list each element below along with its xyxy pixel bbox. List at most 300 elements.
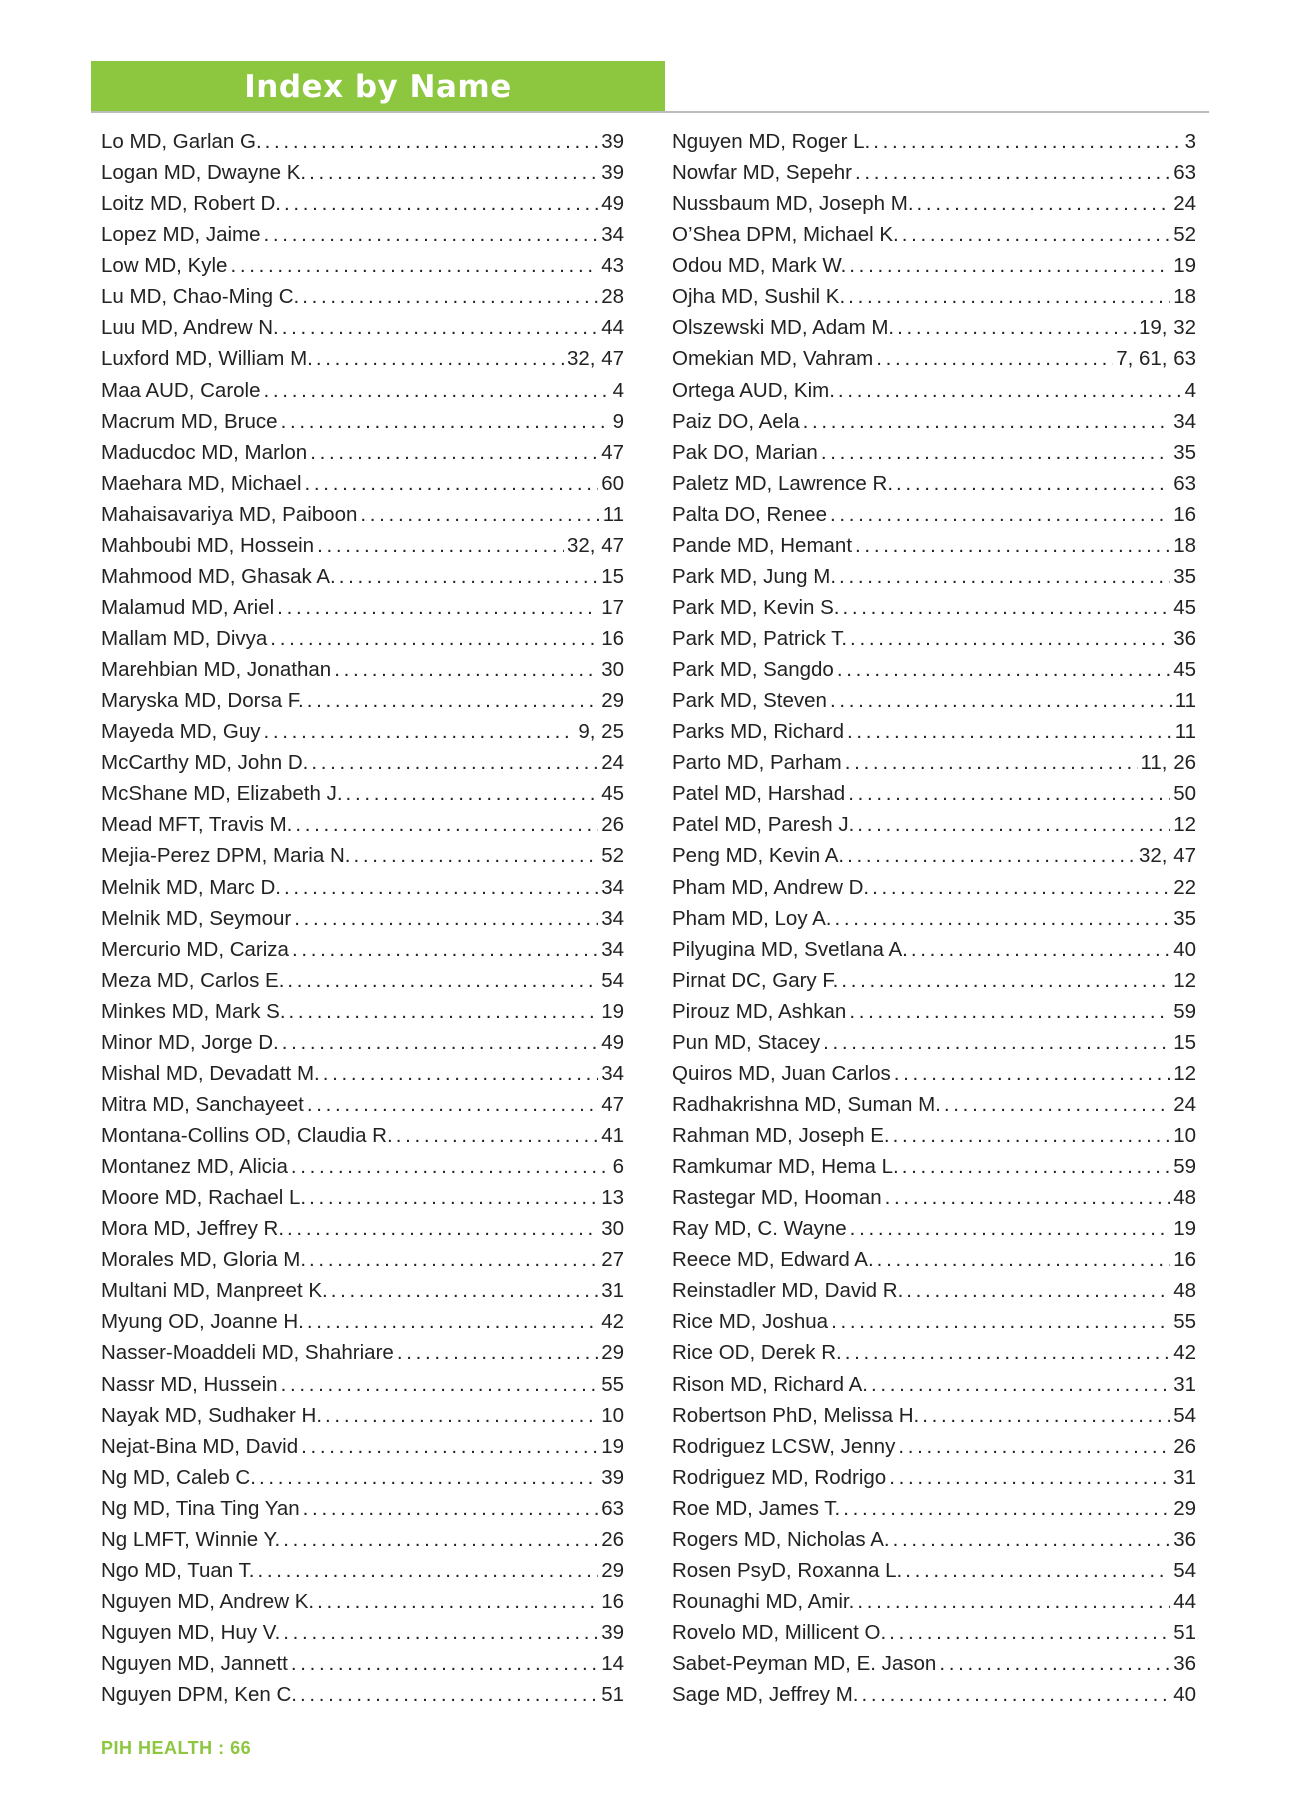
entry-pages: 59: [1173, 999, 1196, 1023]
index-entry: [101, 1027, 624, 1058]
dot-leader: [823, 1027, 1170, 1058]
entry-name: Lo MD, Garlan G.: [101, 130, 262, 153]
index-entry: [672, 1275, 1196, 1306]
entry-pages: 30: [601, 1217, 624, 1241]
index-entry: [101, 1679, 624, 1710]
entry-pages: 12: [1173, 1061, 1196, 1085]
index-entry: [101, 1120, 624, 1151]
entry-pages: 47: [601, 440, 624, 464]
index-entry: [672, 1027, 1196, 1058]
index-entry: [672, 778, 1196, 809]
index-entry: [101, 1244, 624, 1275]
index-entry: [101, 685, 624, 716]
dot-leader: [309, 157, 598, 188]
dot-leader: [831, 1306, 1170, 1337]
entry-name: Olszewski MD, Adam M.: [672, 316, 895, 340]
entry-name: Patel MD, Paresh J.: [672, 813, 855, 837]
index-entry: [101, 965, 624, 996]
entry-name: Rahman MD, Joseph E.: [672, 1124, 890, 1147]
index-entry: [101, 747, 624, 778]
entry-pages: 59: [1173, 1155, 1196, 1179]
entry-name: Ramkumar MD, Hema L.: [672, 1155, 899, 1179]
entry-pages: 11: [1174, 689, 1196, 713]
dot-leader: [877, 1244, 1171, 1275]
dot-leader: [855, 157, 1170, 188]
entry-name: Montana-Collins OD, Claudia R.: [101, 1124, 393, 1147]
dot-leader: [849, 996, 1170, 1027]
index-entry: [101, 1058, 624, 1089]
entry-name: Loitz MD, Robert D.: [101, 192, 281, 216]
entry-pages: 34: [601, 906, 624, 930]
entry-pages: 26: [601, 813, 624, 837]
index-entry: [101, 1431, 624, 1462]
entry-name: Nguyen MD, Huy V.: [101, 1621, 281, 1644]
dot-leader: [939, 1648, 1170, 1679]
entry-name: Rastegar MD, Hooman: [672, 1186, 882, 1210]
entry-pages: 36: [1173, 1527, 1196, 1551]
entry-pages: 43: [601, 254, 624, 278]
dot-leader: [842, 592, 1170, 623]
index-entry: [672, 375, 1196, 406]
index-entry: [672, 1586, 1196, 1617]
entry-pages: 39: [601, 1621, 624, 1644]
entry-pages: 34: [601, 1061, 624, 1085]
index-entry: [101, 157, 624, 188]
entry-pages: 11, 26: [1140, 751, 1196, 775]
entry-pages: 19: [601, 1434, 624, 1458]
entry-name: Roe MD, James T.: [672, 1496, 841, 1520]
entry-name: Nguyen MD, Roger L.: [672, 130, 871, 153]
entry-pages: 29: [601, 1558, 624, 1582]
entry-pages: 51: [601, 1683, 624, 1707]
entry-name: Mahmood MD, Ghasak A.: [101, 564, 336, 588]
entry-pages: 34: [601, 223, 624, 247]
entry-name: Paiz DO, Aela: [672, 409, 800, 433]
index-entry: [101, 499, 624, 530]
index-entry: [672, 1524, 1196, 1555]
entry-name: Ojha MD, Sushil K.: [672, 285, 846, 309]
dot-leader: [917, 188, 1171, 219]
dot-leader: [821, 437, 1170, 468]
dot-leader: [898, 1431, 1170, 1462]
index-entry: [672, 1058, 1196, 1089]
index-entry: [672, 716, 1196, 747]
entry-pages: 35: [1173, 906, 1196, 930]
dot-leader: [305, 468, 599, 499]
entry-pages: 17: [601, 595, 624, 619]
index-entry: [672, 1213, 1196, 1244]
entry-pages: 4: [1184, 378, 1196, 402]
dot-leader: [265, 126, 599, 157]
entry-pages: 10: [1173, 1124, 1196, 1147]
dot-leader: [287, 1213, 598, 1244]
dot-leader: [307, 1306, 598, 1337]
entry-name: Ng LMFT, Winnie Y.: [101, 1527, 281, 1551]
entry-pages: 51: [1173, 1621, 1196, 1644]
entry-pages: 16: [601, 627, 624, 650]
entry-pages: 54: [1173, 1558, 1196, 1582]
entry-pages: 52: [1173, 223, 1196, 247]
entry-name: Montanez MD, Alicia: [101, 1155, 288, 1179]
index-entry: [672, 188, 1196, 219]
index-entry: [101, 778, 624, 809]
index-entry: [672, 343, 1196, 374]
entry-pages: 11: [602, 502, 624, 526]
entry-name: Reece MD, Edward A.: [672, 1248, 874, 1272]
entry-pages: 19: [601, 999, 624, 1023]
entry-name: Maehara MD, Michael: [101, 471, 302, 495]
entry-name: Palta DO, Renee: [672, 502, 827, 526]
dot-leader: [845, 747, 1138, 778]
entry-pages: 44: [1173, 1589, 1196, 1613]
index-entry: [672, 281, 1196, 312]
dot-leader: [944, 1089, 1170, 1120]
entry-name: Ngo MD, Tuan T.: [101, 1558, 255, 1582]
entry-pages: 31: [1173, 1465, 1196, 1489]
dot-leader: [843, 1493, 1170, 1524]
entry-name: Melnik MD, Seymour: [101, 906, 292, 930]
entry-pages: 4: [612, 378, 624, 402]
entry-name: Parks MD, Richard: [672, 720, 845, 744]
index-entry: [101, 406, 624, 437]
dot-leader: [292, 934, 598, 965]
index-entry: [672, 1182, 1196, 1213]
entry-pages: 19: [1173, 254, 1196, 278]
entry-pages: 22: [1173, 875, 1196, 899]
entry-pages: 31: [601, 1279, 624, 1303]
index-entry: [101, 1617, 624, 1648]
dot-leader: [876, 343, 1113, 374]
index-entry: [101, 1524, 624, 1555]
dot-leader: [397, 1337, 598, 1368]
entry-name: Morales MD, Gloria M.: [101, 1248, 307, 1272]
entry-pages: 13: [601, 1186, 624, 1210]
index-entry: [101, 1337, 624, 1368]
dot-leader: [885, 1182, 1171, 1213]
index-entry: [101, 312, 624, 343]
dot-leader: [281, 406, 610, 437]
entry-pages: 35: [1173, 564, 1196, 588]
header-divider: [91, 111, 1209, 113]
dot-leader: [889, 1617, 1170, 1648]
dot-leader: [339, 561, 598, 592]
entry-name: Pham MD, Loy A.: [672, 906, 832, 930]
entry-pages: 34: [601, 875, 624, 899]
dot-leader: [839, 561, 1170, 592]
entry-pages: 7, 61, 63: [1116, 347, 1196, 371]
dot-leader: [849, 250, 1170, 281]
entry-pages: 26: [1173, 1434, 1196, 1458]
entry-pages: 19: [1173, 1217, 1196, 1241]
dot-leader: [277, 592, 598, 623]
dot-leader: [872, 872, 1170, 903]
entry-name: Mead MFT, Travis M.: [101, 813, 293, 837]
dot-leader: [396, 1120, 599, 1151]
dot-leader: [295, 809, 598, 840]
entry-pages: 18: [1173, 285, 1196, 309]
index-entry: [672, 840, 1196, 871]
index-entry: [101, 437, 624, 468]
index-entry: [101, 1275, 624, 1306]
entry-name: Multani MD, Manpreet K.: [101, 1279, 328, 1303]
index-entry: [101, 375, 624, 406]
index-entry: [101, 1493, 624, 1524]
entry-pages: 12: [1173, 968, 1196, 992]
entry-name: Reinstadler MD, David R.: [672, 1279, 904, 1303]
entry-pages: 44: [601, 316, 624, 340]
entry-name: Park MD, Steven: [672, 689, 827, 713]
dot-leader: [922, 1400, 1170, 1431]
entry-pages: 24: [1173, 1092, 1196, 1116]
dot-leader: [259, 1462, 598, 1493]
entry-pages: 36: [1173, 1652, 1196, 1676]
index-entry: [101, 1555, 624, 1586]
dot-leader: [889, 1462, 1170, 1493]
dot-leader: [257, 1555, 598, 1586]
entry-name: Park MD, Jung M.: [672, 564, 837, 588]
entry-name: Omekian MD, Vahram: [672, 347, 874, 371]
entry-name: Myung OD, Joanne H.: [101, 1310, 304, 1334]
entry-pages: 27: [601, 1248, 624, 1272]
entry-pages: 9, 25: [578, 720, 624, 744]
dot-leader: [284, 188, 598, 219]
dot-leader: [902, 1151, 1171, 1182]
dot-leader: [848, 778, 1170, 809]
dot-leader: [360, 499, 599, 530]
dot-leader: [346, 778, 599, 809]
entry-name: McCarthy MD, John D.: [101, 751, 309, 775]
entry-name: Ng MD, Tina Ting Yan: [101, 1496, 300, 1520]
index-entry: [101, 654, 624, 685]
index-entry: [101, 1400, 624, 1431]
dot-leader: [291, 1648, 598, 1679]
index-entry: [672, 1337, 1196, 1368]
entry-name: Luu MD, Andrew N.: [101, 316, 279, 340]
entry-pages: 45: [601, 782, 624, 806]
entry-name: Park MD, Kevin S.: [672, 595, 840, 619]
dot-leader: [911, 934, 1170, 965]
entry-name: Robertson PhD, Melissa H.: [672, 1403, 920, 1427]
entry-name: Peng MD, Kevin A.: [672, 844, 845, 868]
dot-leader: [264, 375, 610, 406]
entry-pages: 41: [601, 1124, 624, 1147]
index-entry: [672, 1306, 1196, 1337]
entry-name: Marehbian MD, Jonathan: [101, 658, 332, 682]
entry-pages: 15: [1173, 1030, 1196, 1054]
entry-name: Pak DO, Marian: [672, 440, 818, 464]
entry-pages: 16: [601, 1589, 624, 1613]
entry-name: Quiros MD, Juan Carlos: [672, 1061, 891, 1085]
entry-name: O’Shea DPM, Michael K.: [672, 223, 899, 247]
page-footer: PIH HEALTH : 66: [101, 1738, 252, 1758]
entry-name: Rice OD, Derek R.: [672, 1341, 842, 1365]
entry-name: Radhakrishna MD, Suman M.: [672, 1092, 941, 1116]
entry-pages: 29: [1173, 1496, 1196, 1520]
entry-name: Ng MD, Caleb C.: [101, 1465, 256, 1489]
entry-name: Nguyen MD, Andrew K.: [101, 1589, 315, 1613]
index-entry: [672, 1151, 1196, 1182]
entry-pages: 63: [1173, 471, 1196, 495]
entry-pages: 55: [1173, 1310, 1196, 1334]
index-entry: [672, 561, 1196, 592]
entry-name: Mishal MD, Devadatt M.: [101, 1061, 320, 1085]
dot-leader: [857, 809, 1170, 840]
entry-name: Nayak MD, Sudhaker H.: [101, 1403, 323, 1427]
index-entry: [672, 437, 1196, 468]
dot-leader: [283, 1524, 598, 1555]
index-entry: [672, 1555, 1196, 1586]
index-entry: [672, 1089, 1196, 1120]
entry-pages: 39: [601, 1465, 624, 1489]
entry-name: Malamud MD, Ariel: [101, 595, 275, 619]
entry-name: Maducdoc MD, Marlon: [101, 440, 308, 464]
dot-leader: [893, 1120, 1171, 1151]
entry-name: Patel MD, Harshad: [672, 782, 846, 806]
index-entry: [101, 1369, 624, 1400]
entry-pages: 28: [601, 285, 624, 309]
dot-leader: [325, 1400, 598, 1431]
entry-name: Logan MD, Dwayne K.: [101, 161, 307, 185]
index-entry: [101, 1462, 624, 1493]
entry-pages: 19, 32: [1139, 316, 1196, 340]
dot-leader: [873, 126, 1181, 157]
dot-leader: [847, 840, 1136, 871]
dot-leader: [861, 1679, 1170, 1710]
entry-pages: 32, 47: [1139, 844, 1196, 868]
index-entry: [672, 965, 1196, 996]
entry-name: Pilyugina MD, Svetlana A.: [672, 937, 908, 961]
index-entry: [672, 1120, 1196, 1151]
index-entry: [101, 809, 624, 840]
entry-name: Macrum MD, Bruce: [101, 409, 278, 433]
dot-leader: [871, 1369, 1170, 1400]
dot-leader: [309, 1244, 598, 1275]
dot-leader: [850, 623, 1170, 654]
dot-leader: [850, 1213, 1171, 1244]
entry-pages: 35: [1173, 440, 1196, 464]
entry-name: Minkes MD, Mark S.: [101, 999, 286, 1023]
index-entry: [672, 623, 1196, 654]
dot-leader: [307, 685, 598, 716]
index-entry: [101, 1151, 624, 1182]
dot-leader: [896, 468, 1170, 499]
index-entry: [672, 1617, 1196, 1648]
index-entry: [101, 1213, 624, 1244]
entry-name: Park MD, Sangdo: [672, 658, 834, 682]
entry-name: Pande MD, Hemant: [672, 533, 853, 557]
index-entry: [672, 1493, 1196, 1524]
entry-name: Mahboubi MD, Hossein: [101, 533, 315, 557]
entry-pages: 40: [1173, 937, 1196, 961]
entry-name: Rodriguez LCSW, Jenny: [672, 1434, 896, 1458]
index-entry: [101, 1182, 624, 1213]
index-entry: [672, 654, 1196, 685]
dot-leader: [841, 965, 1170, 996]
index-entry: [672, 996, 1196, 1027]
entry-name: Paletz MD, Lawrence R.: [672, 471, 894, 495]
index-entry: [672, 1462, 1196, 1493]
entry-name: Melnik MD, Marc D.: [101, 875, 281, 899]
entry-name: Pirouz MD, Ashkan: [672, 999, 847, 1023]
dot-leader: [283, 1617, 598, 1648]
entry-name: Lopez MD, Jaime: [101, 223, 261, 247]
index-entry: [101, 1586, 624, 1617]
entry-name: Lu MD, Chao-Ming C.: [101, 285, 300, 309]
entry-name: Mejia-Perez DPM, Maria N.: [101, 844, 351, 868]
entry-pages: 42: [601, 1310, 624, 1334]
dot-leader: [284, 872, 598, 903]
index-entry: [672, 250, 1196, 281]
dot-leader: [838, 375, 1182, 406]
entry-name: Nussbaum MD, Joseph M.: [672, 192, 914, 216]
index-entry: [672, 219, 1196, 250]
dot-leader: [902, 219, 1170, 250]
entry-pages: 48: [1173, 1279, 1196, 1303]
index-entry: [101, 903, 624, 934]
dot-leader: [857, 1586, 1170, 1617]
index-entry: [672, 747, 1196, 778]
dot-leader: [287, 965, 598, 996]
index-entry: [101, 281, 624, 312]
entry-pages: 12: [1173, 813, 1196, 837]
dot-leader: [281, 1369, 599, 1400]
entry-name: Mitra MD, Sanchayeet: [101, 1092, 304, 1116]
index-entry: [672, 685, 1196, 716]
dot-leader: [289, 996, 599, 1027]
entry-name: Rogers MD, Nicholas A.: [672, 1527, 890, 1551]
entry-name: Rovelo MD, Millicent O.: [672, 1621, 887, 1644]
entry-name: Minor MD, Jorge D.: [101, 1030, 279, 1054]
index-entry: [101, 561, 624, 592]
dot-leader: [803, 406, 1171, 437]
entry-name: Rosen PsyD, Roxanna L.: [672, 1558, 903, 1582]
entry-name: Low MD, Kyle: [101, 254, 228, 278]
entry-pages: 34: [1173, 409, 1196, 433]
index-entry: [672, 872, 1196, 903]
entry-name: McShane MD, Elizabeth J.: [101, 782, 343, 806]
entry-name: Nejat-Bina MD, David: [101, 1434, 299, 1458]
entry-name: Moore MD, Rachael L.: [101, 1186, 307, 1210]
entry-pages: 11: [1174, 720, 1196, 744]
entry-pages: 54: [1173, 1403, 1196, 1427]
dot-leader: [264, 219, 599, 250]
dot-leader: [282, 312, 598, 343]
entry-pages: 48: [1173, 1186, 1196, 1210]
entry-pages: 32, 47: [567, 347, 624, 371]
entry-pages: 49: [601, 192, 624, 216]
dot-leader: [830, 499, 1170, 530]
dot-leader: [323, 1058, 598, 1089]
entry-pages: 6: [612, 1155, 624, 1179]
entry-name: Mora MD, Jeffrey R.: [101, 1217, 285, 1241]
index-entry: [101, 1089, 624, 1120]
dot-leader: [847, 716, 1172, 747]
entry-name: Mayeda MD, Guy: [101, 720, 261, 744]
entry-pages: 10: [601, 1403, 624, 1427]
index-entry: [672, 312, 1196, 343]
entry-name: Rice MD, Joshua: [672, 1310, 829, 1334]
entry-pages: 29: [601, 1341, 624, 1365]
index-entry: [101, 219, 624, 250]
index-entry: [672, 468, 1196, 499]
entry-name: Maryska MD, Dorsa F.: [101, 689, 304, 713]
index-entry: [101, 623, 624, 654]
entry-pages: 36: [1173, 627, 1196, 650]
entry-pages: 14: [601, 1652, 624, 1676]
entry-pages: 30: [601, 658, 624, 682]
entry-pages: 63: [1173, 161, 1196, 185]
index-entry: [101, 343, 624, 374]
